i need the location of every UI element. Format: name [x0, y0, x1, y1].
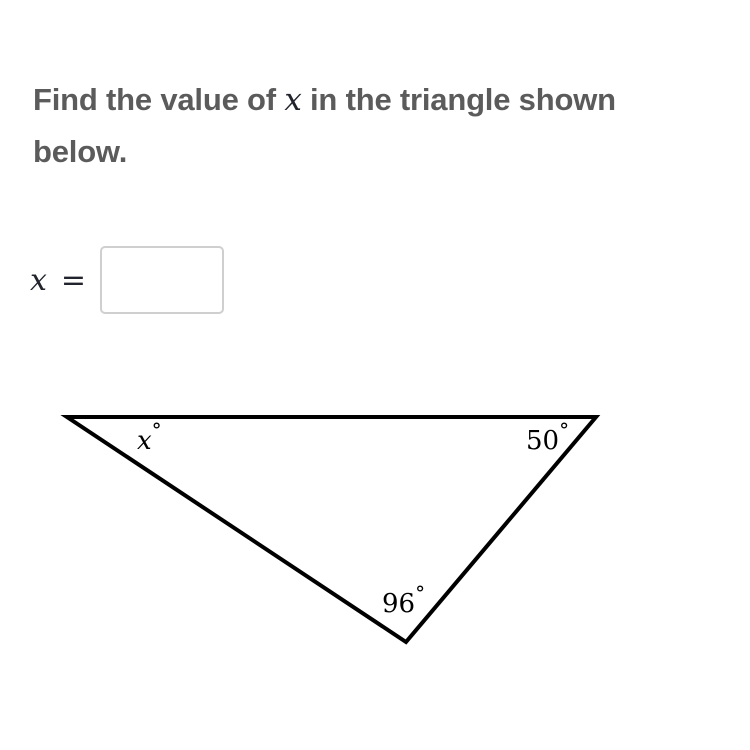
answer-variable: x [30, 262, 47, 298]
question-variable: x [284, 82, 302, 118]
angle-label-top-left: x° [137, 418, 162, 456]
question-text-before: Find the value of [33, 82, 285, 117]
answer-equals: = [60, 262, 87, 298]
question-text-after: in the triangle shown below. [33, 82, 616, 169]
angle-label-top-right: 50° [526, 418, 570, 456]
angle-label-bottom: 96° [382, 581, 426, 619]
